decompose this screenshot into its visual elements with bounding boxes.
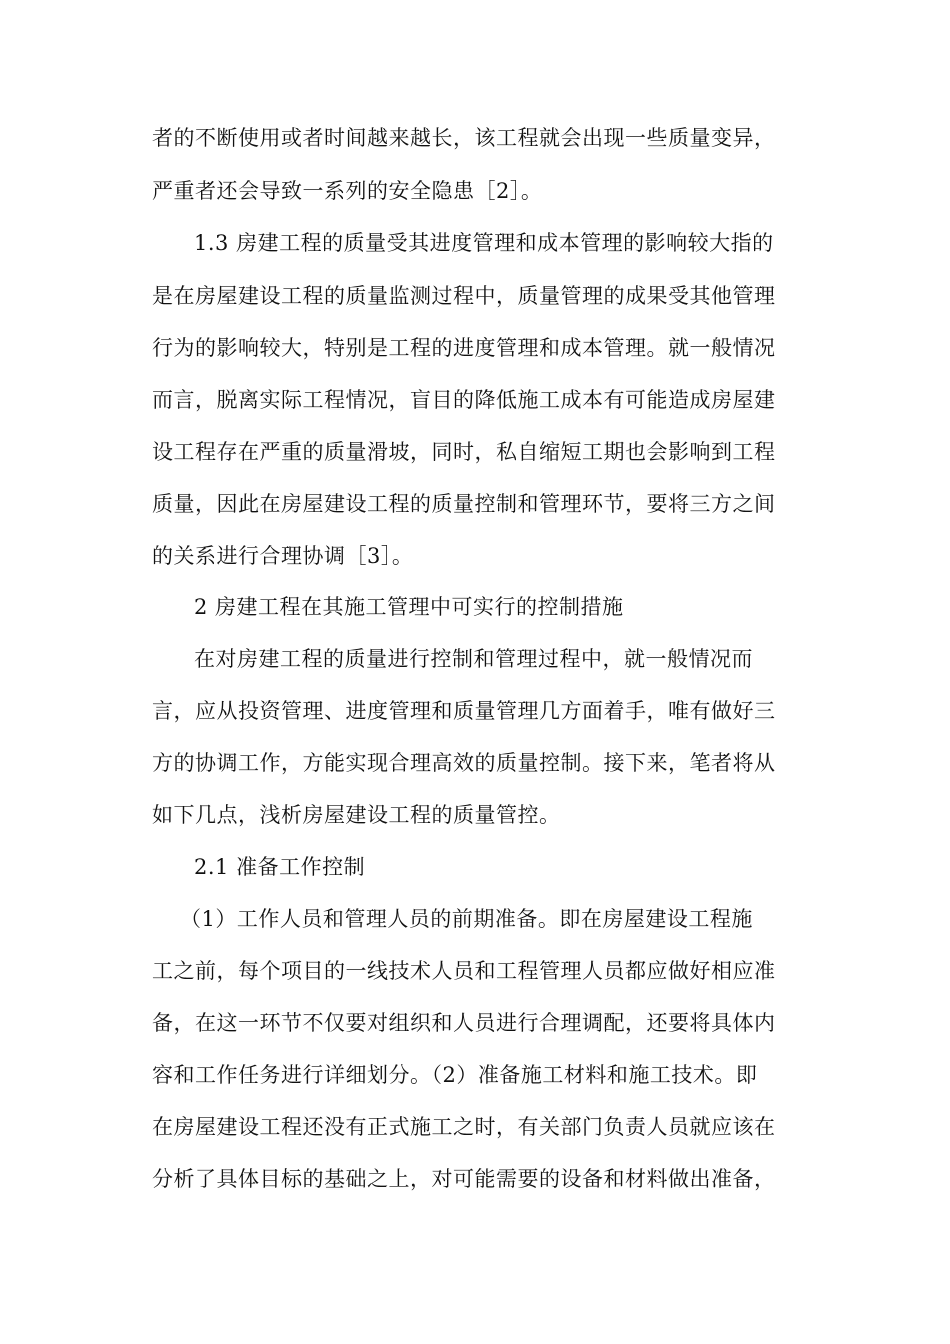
text-line: 是在房屋建设工程的质量监测过程中，质量管理的成果受其他管理 [152, 284, 776, 308]
text-line: 容和工作任务进行详细划分。（2）准备施工材料和施工技术。即 [152, 1063, 758, 1087]
paragraph-start: 在对房建工程的质量进行控制和管理过程中，就一般情况而 [194, 647, 753, 671]
text-line: 行为的影响较大，特别是工程的进度管理和成本管理。就一般情况 [152, 336, 776, 360]
text-line: 严重者还会导致一系列的安全隐患［2］。 [152, 179, 543, 203]
section-heading-2-1: 2.1 准备工作控制 [194, 855, 366, 879]
text-line: 在房屋建设工程还没有正式施工之时，有关部门负责人员就应该在 [152, 1115, 776, 1139]
text-line: 的关系进行合理协调［3］。 [152, 544, 414, 568]
section-heading-1-3: 1.3 房建工程的质量受其进度管理和成本管理的影响较大指的 [194, 231, 774, 255]
text-line: 备，在这一环节不仅要对组织和人员进行合理调配，还要将具体内 [152, 1011, 776, 1035]
text-line: 而言，脱离实际工程情况，盲目的降低施工成本有可能造成房屋建 [152, 388, 776, 412]
text-line: 工之前，每个项目的一线技术人员和工程管理人员都应做好相应准 [152, 959, 776, 983]
text-line: 设工程存在严重的质量滑坡，同时，私自缩短工期也会影响到工程 [152, 440, 776, 464]
text-line: 分析了具体目标的基础之上，对可能需要的设备和材料做出准备， [152, 1167, 776, 1191]
text-line: 言，应从投资管理、进度管理和质量管理几方面着手，唯有做好三 [152, 699, 776, 723]
text-line: 者的不断使用或者时间越来越长，该工程就会出现一些质量变异， [152, 126, 776, 150]
paragraph-start: （1）工作人员和管理人员的前期准备。即在房屋建设工程施 [180, 907, 753, 931]
text-line: 质量，因此在房屋建设工程的质量控制和管理环节，要将三方之间 [152, 492, 776, 516]
text-line: 如下几点，浅析房屋建设工程的质量管控。 [152, 803, 561, 827]
text-line: 方的协调工作，方能实现合理高效的质量控制。接下来，笔者将从 [152, 751, 776, 775]
section-heading-2: 2 房建工程在其施工管理中可实行的控制措施 [194, 595, 624, 619]
